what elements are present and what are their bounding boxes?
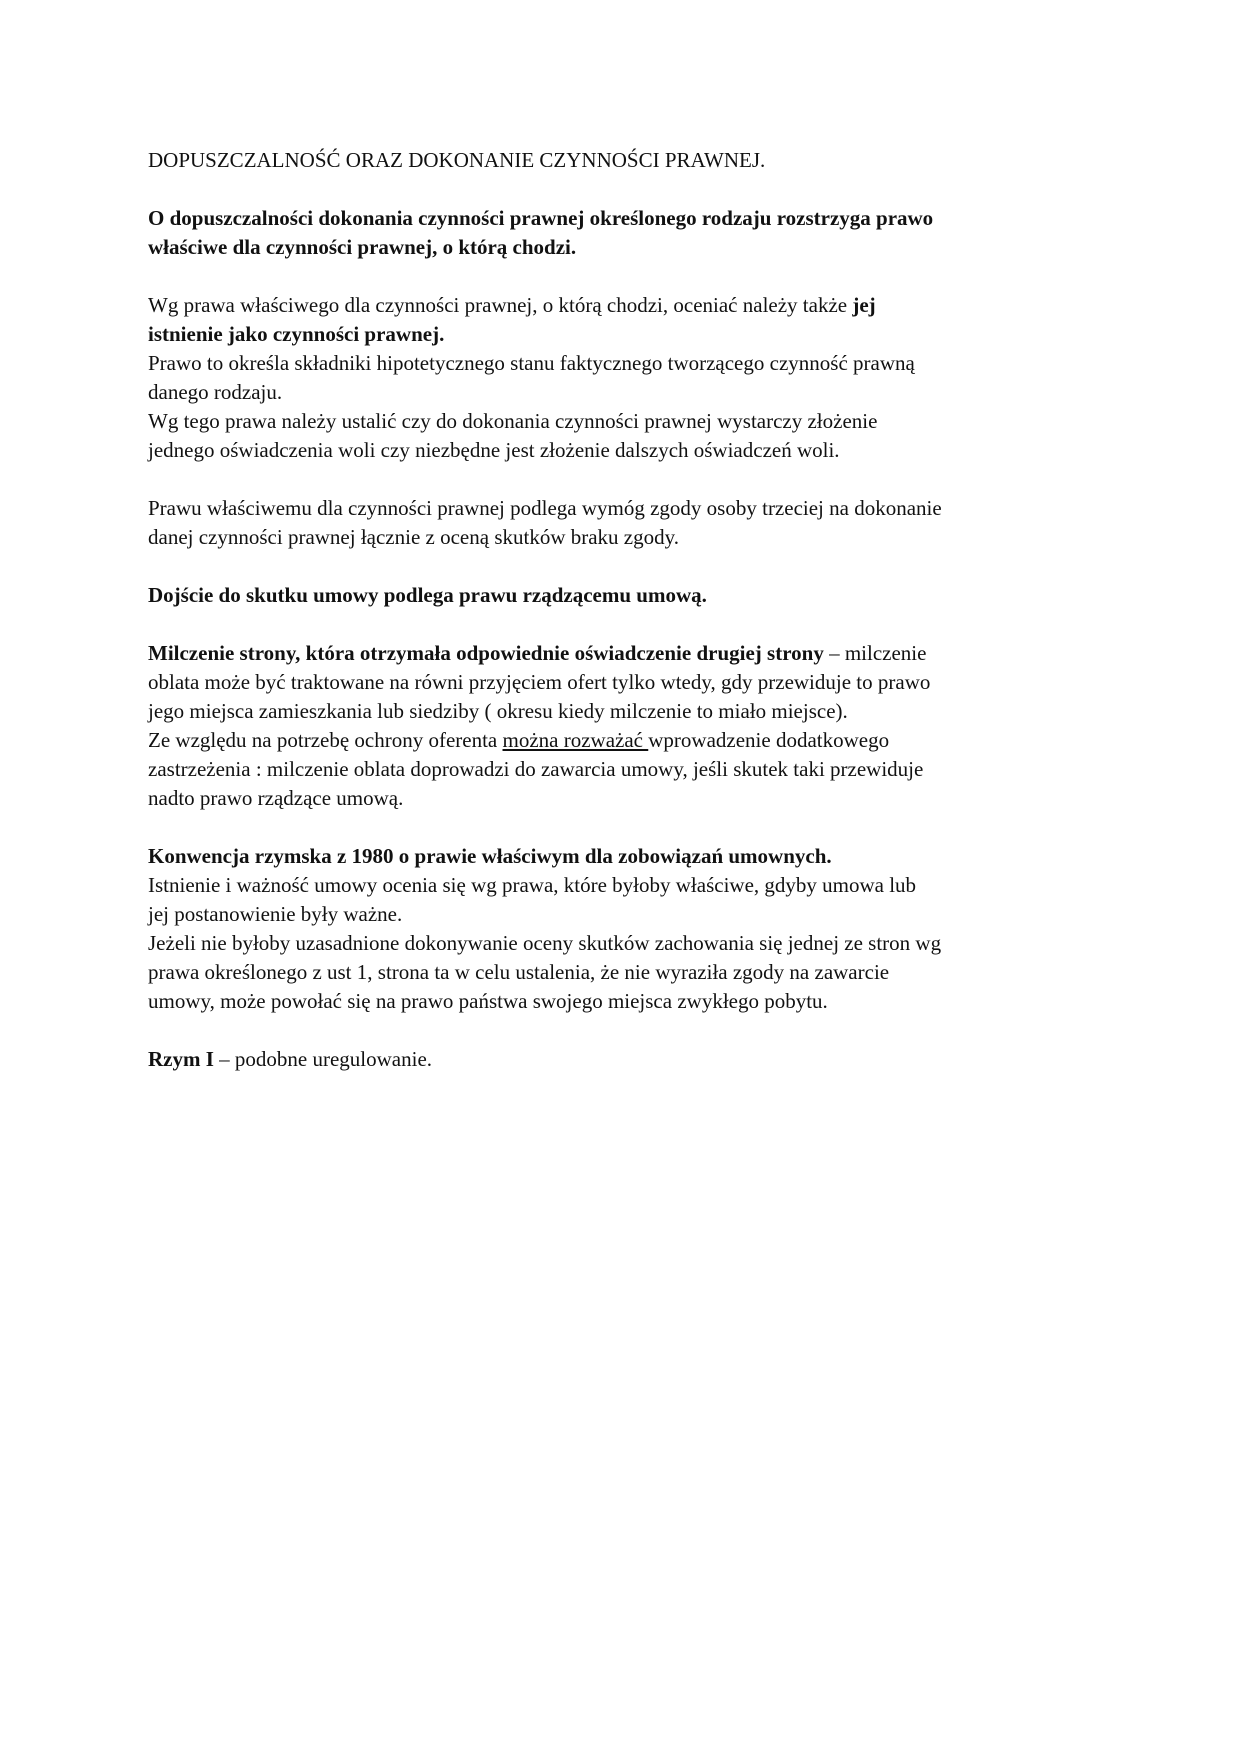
text-line: umowy, może powołać się na prawo państwa swojego miejsca zwykłego pobytu. [148,989,828,1013]
text-line: danego rodzaju. [148,380,283,404]
paragraph-existence [148,291,1108,465]
bold-line: O dopuszczalności dokonania czynności prawnej określonego rodzaju rozstrzyga prawo [148,206,934,230]
text-run: wprowadzenie dodatkowego [648,728,890,752]
text-line: Wg tego prawa należy ustalić czy do dokonania czynności prawnej wystarczy złożenie [148,409,878,433]
paragraph-rome-i [148,1045,1108,1074]
text-line: prawa określonego z ust 1, strona ta w celu ustalenia, że nie wyraziła zgody na zawarcie [148,960,890,984]
text-run: Ze względu na potrzebę ochrony oferenta [148,728,503,752]
bold-run: Milczenie strony, która otrzymała odpowiednie oświadczenie drugiej strony [148,641,824,665]
text-line: Istnienie i ważność umowy ocenia się wg prawa, które byłoby właściwe, gdyby umowa lub [148,873,917,897]
text-line [148,1045,1108,1074]
bold-line: Dojście do skutku umowy podlega prawu rządzącemu umową. [148,583,707,607]
document-title: DOPUSZCZALNOŚĆ ORAZ DOKONANIE CZYNNOŚCI PRAWNEJ. [148,148,766,172]
paragraph-contract-conclusion [148,581,1108,610]
bold-run: Rzym I [148,1047,214,1071]
text-line: oblata może być traktowane na równi przyjęciem ofert tylko wtedy, gdy przewiduje to prawo [148,670,931,694]
underlined-run: można rozważać [502,728,649,752]
text-line: jej postanowienie były ważne. [148,902,403,926]
text-line: Jeżeli nie byłoby uzasadnione dokonywanie oceny skutków zachowania się jednej ze stron wg [148,931,942,955]
text-line [148,639,1108,668]
text-line: Prawo to określa składniki hipotetycznego stanu faktycznego tworzącego czynność prawną [148,351,915,375]
bold-line: istnienie jako czynności prawnej. [148,322,445,346]
paragraph-rome-convention [148,842,1108,1016]
text-line [148,726,1108,755]
text-run: – milczenie [823,641,927,665]
text-run: – podobne uregulowanie. [213,1047,433,1071]
paragraph-third-party-consent [148,494,1108,552]
text-line: jego miejsca zamieszkania lub siedziby ( okresu kiedy milczenie to miało miejsce). [148,699,848,723]
text-line: jednego oświadczenia woli czy niezbędne jest złożenie dalszych oświadczeń woli. [148,438,840,462]
document-body [148,146,1108,1103]
bold-line: właściwe dla czynności prawnej, o którą chodzi. [148,235,577,259]
text-run: Wg prawa właściwego dla czynności prawnej, o którą chodzi, oceniać należy także [148,293,853,317]
text-line [148,291,1108,320]
bold-line: Konwencja rzymska z 1980 o prawie właściwym dla zobowiązań umownych. [148,844,832,868]
text-line: nadto prawo rządzące umową. [148,786,404,810]
paragraph-silence [148,639,1108,813]
paragraph-admissibility [148,204,1108,262]
text-line: danej czynności prawnej łącznie z oceną skutków braku zgody. [148,525,680,549]
text-line: Prawu właściwemu dla czynności prawnej podlega wymóg zgody osoby trzeciej na dokonanie [148,496,942,520]
bold-run: jej [852,293,876,317]
text-line: zastrzeżenia : milczenie oblata doprowadzi do zawarcia umowy, jeśli skutek taki przewiduje [148,757,924,781]
